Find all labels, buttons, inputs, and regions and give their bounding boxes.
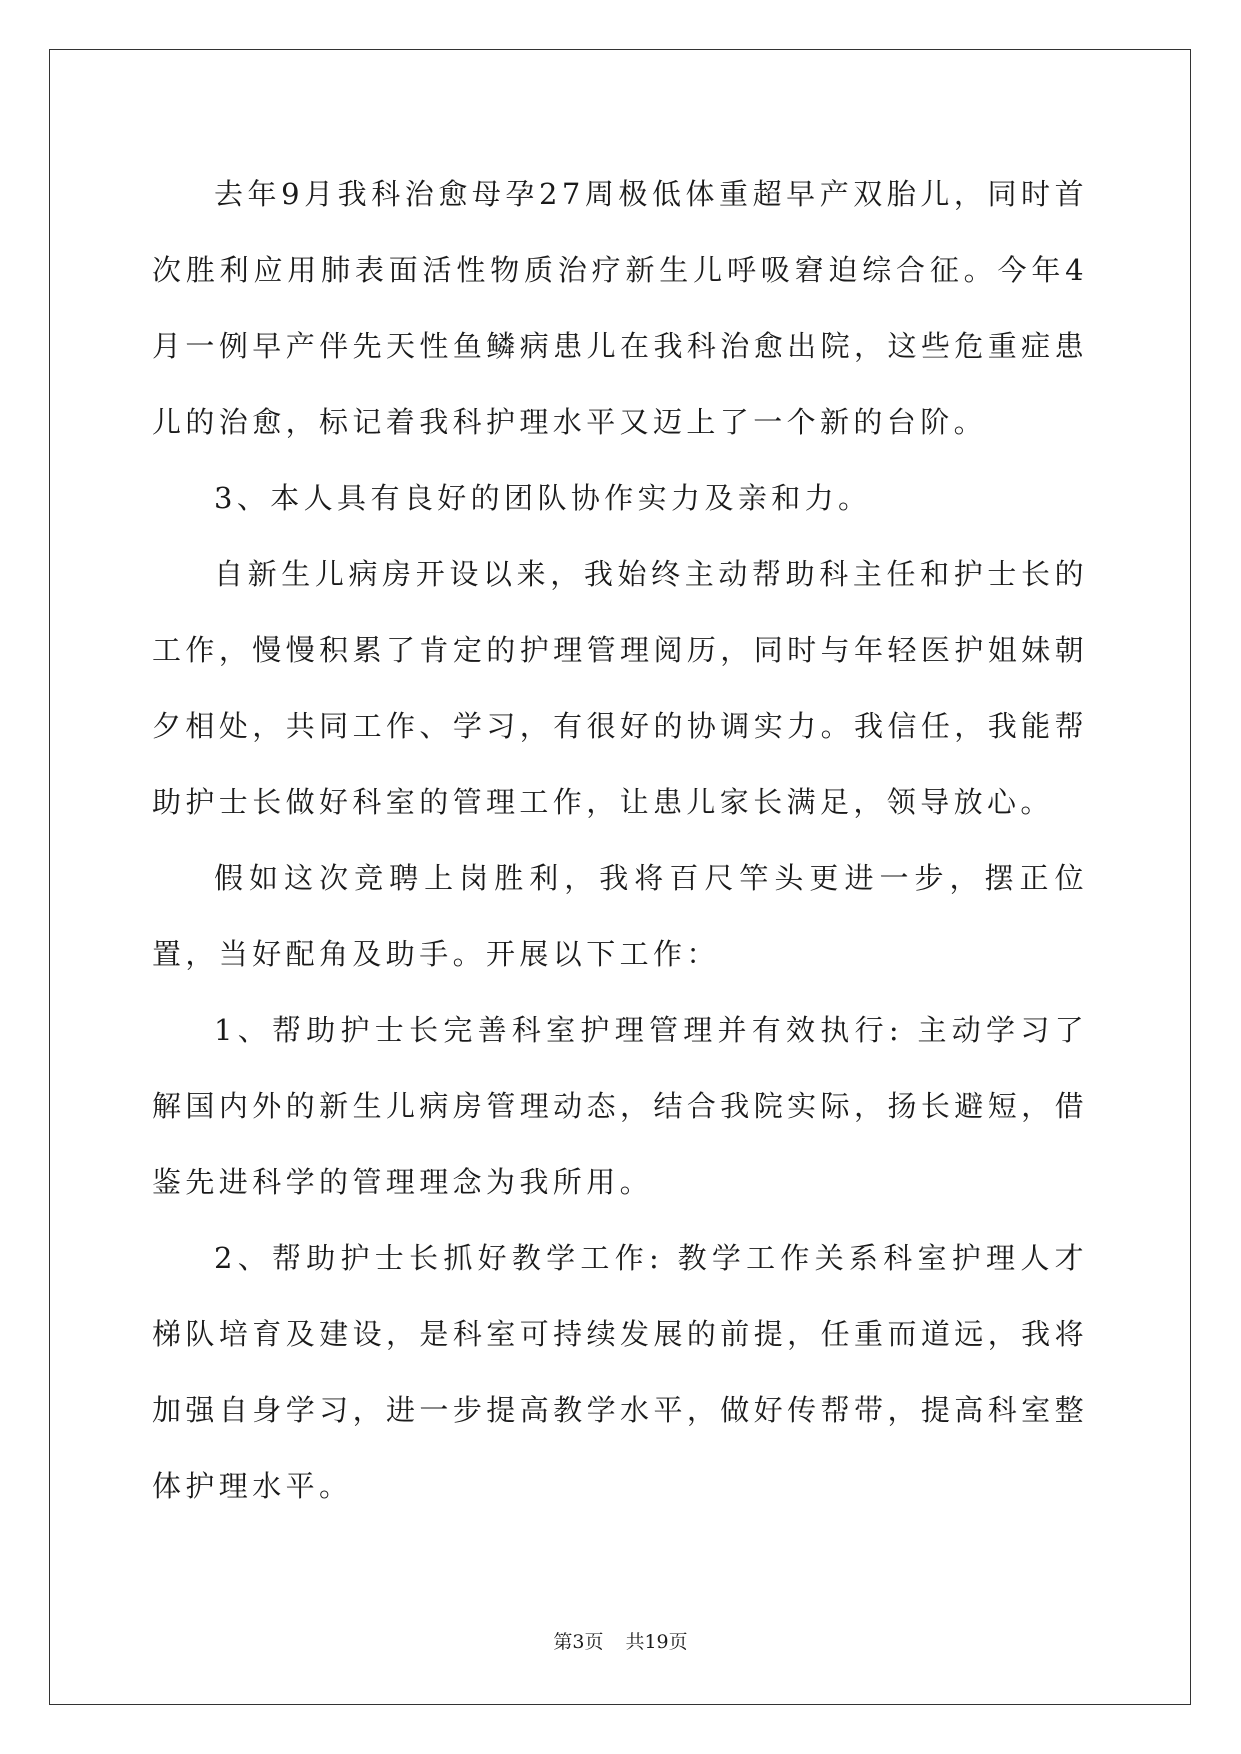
document-body: [152, 156, 1088, 1524]
paragraph-5: 1、帮助护士长完善科室护理管理并有效执行: 主动学习了解国内外的新生儿病房管理动态，结合我院实际，扬长避短，借鉴先进科学的管理理念为我所用。: [152, 1013, 1088, 1199]
paragraph-2: 3、本人具有良好的团队协作实力及亲和力。: [214, 481, 872, 515]
paragraph-6: 2、帮助护士长抓好教学工作: 教学工作关系科室护理人才梯队培育及建设，是科室可持续发展的前提，任重而道远，我将加强自身学习，进一步提高教学水平，做好传帮带，提高科室整体护理水平。: [152, 1241, 1088, 1503]
paragraph-4: 假如这次竞聘上岗胜利，我将百尺竿头更进一步，摆正位置，当好配角及助手。开展以下工作：: [152, 861, 1088, 971]
page-number-total: 共19页: [625, 1631, 688, 1653]
page-footer: [0, 1627, 1241, 1654]
paragraph-1: 去年9月我科治愈母孕27周极低体重超早产双胎儿，同时首次胜利应用肺表面活性物质治疗新生儿呼吸窘迫综合征。今年4月一例早产伴先天性鱼鳞病患儿在我科治愈出院，这些危重症患儿的治愈，标记着我科护理水平又迈上了一个新的台阶。: [152, 177, 1088, 439]
paragraph-3: 自新生儿病房开设以来，我始终主动帮助科主任和护士长的工作，慢慢积累了肯定的护理管理阅历，同时与年轻医护姐妹朝夕相处，共同工作、学习，有很好的协调实力。我信任，我能帮助护士长做好科室的管理工作，让患儿家长满足，领导放心。: [152, 557, 1088, 819]
page-number-current: 第3页: [553, 1631, 604, 1653]
